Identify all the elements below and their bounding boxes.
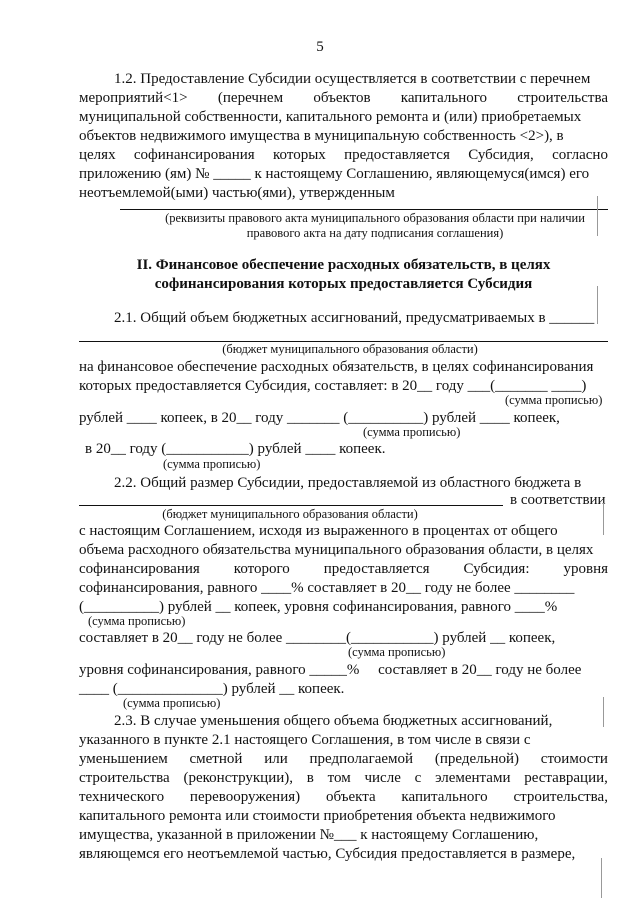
clause-2-2-line-8: составляет в 20__ году не более ________(___________) рублей __ копеек, xyxy=(79,630,556,646)
clause-2-3-line-5 xyxy=(79,788,608,806)
clause-2-2-line-2: в соответствии xyxy=(510,492,606,508)
word: строительства xyxy=(79,770,170,786)
clause-2-3-line-8: являющемся его неотъемлемой частью, Субсидия предоставляется в размере, xyxy=(79,846,576,862)
word: (перечнем xyxy=(217,90,284,106)
word: предоставляется xyxy=(344,147,450,163)
clause-1-2-line-6 xyxy=(79,165,608,183)
clause-2-2-line-3: с настоящим Соглашением, исходя из выраженного в процентах от общего xyxy=(79,523,558,539)
word: том xyxy=(327,770,351,786)
word: приложению (ям) № _____ к настоящему Соглашению, являющемуся(имся) его xyxy=(79,166,590,182)
section-2-title-2: софинансирования которых предоставляется Субсидия xyxy=(154,276,533,292)
word: которого xyxy=(233,561,290,577)
clause-2-3-line-7: имущества, указанной в приложении №___ к настоящему Соглашению, xyxy=(79,827,539,843)
word: капитального xyxy=(400,90,488,106)
word: числе xyxy=(364,770,401,786)
clause-2-2-line-9: уровня софинансирования, равного _____% составляет в 20__ году не более xyxy=(79,662,582,678)
clause-2-2-line-1: 2.2. Общий размер Субсидии, предоставляемой из областного бюджета в xyxy=(114,475,582,491)
clause-2-1-line-2: на финансовое обеспечение расходных обязательств, в целях софинансирования xyxy=(79,359,594,375)
word: технического xyxy=(79,789,165,805)
clause-1-2-line-7: неотъемлемой(ыми) частью(ями), утвержденным xyxy=(79,185,395,201)
word: уровня xyxy=(563,561,608,577)
amount-words-caption-5: (сумма прописью) xyxy=(348,645,446,659)
word: объекта xyxy=(325,789,376,805)
amount-words-caption-6: (сумма прописью) xyxy=(123,696,221,710)
scan-edge-line xyxy=(597,286,598,324)
clause-2-2-line-5 xyxy=(79,560,608,578)
requisites-underline xyxy=(120,209,608,210)
word: реставрации, xyxy=(524,770,608,786)
word: предоставляется xyxy=(323,561,430,577)
word: мероприятий<1> xyxy=(79,90,188,106)
word: с xyxy=(414,770,422,786)
clause-1-2-line-5 xyxy=(79,146,608,164)
scan-edge-line xyxy=(603,697,604,727)
budget-caption-1: (бюджет муниципального образования области) xyxy=(222,342,478,356)
word: Субсидия: xyxy=(463,561,530,577)
word: которых xyxy=(273,147,326,163)
clause-2-3-line-1: 2.3. В случае уменьшения общего объема бюджетных ассигнований, xyxy=(114,713,553,729)
requisites-caption-2: правового акта на дату подписания соглашения) xyxy=(246,226,504,240)
word: муниципальной собственности, капитального ремонта и (или) приобретаемых xyxy=(79,109,582,125)
clause-2-1-line-1: 2.1. Общий объем бюджетных ассигнований, предусматриваемых в ______ xyxy=(114,310,595,326)
requisites-caption-1: (реквизиты правового акта муниципального образования области при наличии xyxy=(165,211,585,225)
clause-2-2-line-10: ____ (______________) рублей __ копеек. xyxy=(79,681,345,697)
scan-edge-line xyxy=(603,503,604,535)
clause-1-2-line-3 xyxy=(79,108,608,126)
clause-1-2-line-4 xyxy=(79,127,608,145)
section-2-title-1: II. Финансовое обеспечение расходных обязательств, в целях xyxy=(136,257,551,273)
word: 1.2. Предоставление Субсидии осуществляется в соответствии с перечнем xyxy=(114,71,591,87)
word: (предельной) xyxy=(434,751,520,767)
word: Субсидия, xyxy=(468,147,534,163)
word: софинансирования xyxy=(133,147,255,163)
amount-words-caption-4: (сумма прописью) xyxy=(88,614,186,628)
scan-edge-line xyxy=(601,858,602,898)
word: капитального xyxy=(401,789,488,805)
clause-2-3-line-4 xyxy=(79,769,608,787)
clause-2-2-line-7: (__________) рублей __ копеек, уровня софинансирования, равного ____% xyxy=(79,599,558,615)
page-number: 5 xyxy=(316,39,324,55)
word: в xyxy=(306,770,314,786)
clause-2-3-line-6: капитального ремонта или стоимости приобретения объекта недвижимого xyxy=(79,808,556,824)
word: софинансирования xyxy=(79,561,200,577)
clause-2-1-line-4: рублей ____ копеек, в 20__ году _______ (__________) рублей ____ копеек, xyxy=(79,410,560,426)
clause-2-2-line-4: объема расходного обязательства муниципального образования области, в целях xyxy=(79,542,594,558)
word: объектов недвижимого имущества в муниципальную собственность <2>), в xyxy=(79,128,564,144)
word: уменьшением xyxy=(79,751,168,767)
amount-words-caption-2: (сумма прописью) xyxy=(363,425,461,439)
clause-2-3-line-2: указанного в пункте 2.1 настоящего Соглашения, в том числе в связи с xyxy=(79,732,531,748)
word: элементами xyxy=(435,770,511,786)
word: (реконструкции), xyxy=(183,770,294,786)
word: или xyxy=(264,751,288,767)
clause-2-1-line-3: которых предоставляется Субсидия, составляет: в 20__ году ___(_______ ____) xyxy=(79,378,587,394)
clause-2-2-line-6: софинансирования, равного ____% составляет в 20__ году не более ________ xyxy=(79,580,575,596)
word: перевооружения) xyxy=(189,789,301,805)
word: объектов xyxy=(313,90,371,106)
clause-2-3-line-3 xyxy=(79,750,608,768)
clause-1-2-line-1 xyxy=(114,70,608,88)
clause-1-2-line-2 xyxy=(79,89,608,107)
scan-edge-line xyxy=(597,196,598,236)
word: предполагаемой xyxy=(309,751,414,767)
amount-words-caption-3: (сумма прописью) xyxy=(163,457,261,471)
word: стоимости xyxy=(540,751,608,767)
word: строительства xyxy=(517,90,608,106)
clause-2-1-line-5: в 20__ году (___________) рублей ____ копеек. xyxy=(85,441,386,457)
word: строительства, xyxy=(513,789,608,805)
budget-caption-2: (бюджет муниципального образования области) xyxy=(162,507,418,521)
amount-words-caption-1: (сумма прописью) xyxy=(505,393,603,407)
word: сметной xyxy=(189,751,243,767)
word: целях xyxy=(79,147,116,163)
word: согласно xyxy=(552,147,608,163)
budget-underline-2 xyxy=(79,505,503,506)
